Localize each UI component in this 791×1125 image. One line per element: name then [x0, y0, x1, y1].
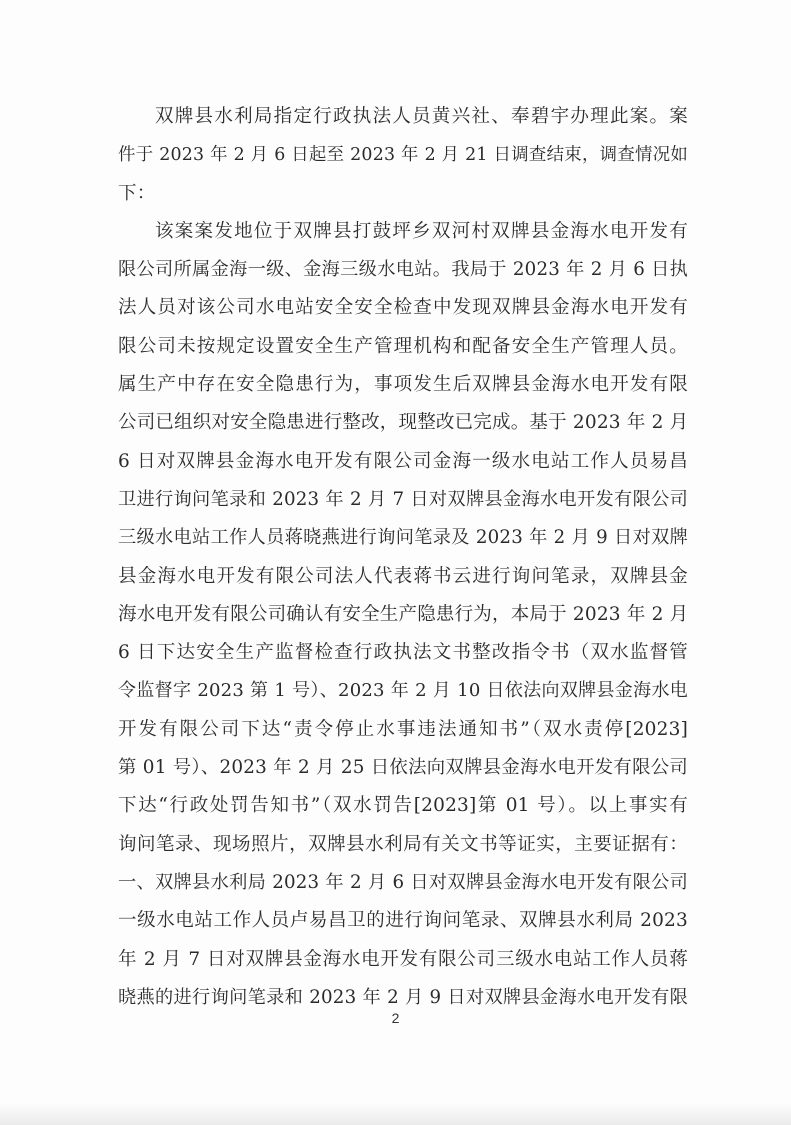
scan-edge-shadow: [0, 1103, 791, 1125]
document-body: [118, 98, 688, 1017]
text-line: 属生产中存在安全隐患行为，事项发生后双牌县金海水电开发有限: [118, 374, 688, 396]
text-line: 下达“行政处罚告知书”（双水罚告[2023]第 01 号）。以上事实有: [118, 795, 688, 817]
text-line: 三级水电站工作人员蒋晓燕进行询问笔录及 2023 年 2 月 9 日对双牌: [118, 527, 688, 549]
text-line: 开发有限公司下达“责令停止水事违法通知书”（双水责停[2023]: [118, 718, 688, 740]
text-line: 年 2 月 7 日对双牌县金海水电开发有限公司三级水电站工作人员蒋: [118, 948, 688, 970]
text-line: 晓燕的进行询问笔录和 2023 年 2 月 9 日对双牌县金海水电开发有限: [118, 986, 688, 1008]
text-line: 件于 2023 年 2 月 6 日起至 2023 年 2 月 21 日调查结束，调查情况如: [118, 145, 688, 166]
text-line: 县金海水电开发有限公司法人代表蒋书云进行询问笔录，双牌县金: [118, 565, 688, 587]
text-line: 一、双牌县水利局 2023 年 2 月 6 日对双牌县金海水电开发有限公司: [118, 871, 688, 893]
text-line: 卫进行询问笔录和 2023 年 2 月 7 日对双牌县金海水电开发有限公司: [118, 488, 688, 510]
text-line: 一级水电站工作人员卢易昌卫的进行询问笔录、双牌县水利局 2023: [118, 910, 688, 932]
text-line: 海水电开发有限公司确认有安全生产隐患行为，本局于 2023 年 2 月: [118, 603, 689, 625]
text-line: 法人员对该公司水电站安全安全检查中发现双牌县金海水电开发有: [118, 297, 688, 319]
text-line: 令监督字 2023 第 1 号）、2023 年 2 月 10 日依法向双牌县金海水电: [118, 680, 688, 702]
text-line: 第 01 号）、2023 年 2 月 25 日依法向双牌县金海水电开发有限公司: [118, 757, 688, 779]
text-line: 询问笔录、现场照片，双牌县水利局有关文书等证实，主要证据有：: [118, 833, 688, 855]
text-line: 下：: [118, 182, 156, 204]
page-number: 2: [391, 1010, 400, 1026]
text-line: 该案案发地位于双牌县打鼓坪乡双河村双牌县金海水电开发有: [155, 220, 688, 242]
text-line: 限公司所属金海一级、金海三级水电站。我局于 2023 年 2 月 6 日执: [118, 259, 688, 281]
text-line: 公司已组织对安全隐患进行整改，现整改已完成。基于 2023 年 2 月: [118, 412, 689, 434]
text-line: 6 日对双牌县金海水电开发有限公司金海一级水电站工作人员易昌: [118, 450, 688, 472]
text-line: 限公司未按规定设置安全生产管理机构和配备安全生产管理人员。: [118, 335, 688, 357]
text-line: 双牌县水利局指定行政执法人员黄兴社、奉碧宇办理此案。案: [155, 106, 688, 127]
text-line: 6 日下达安全生产监督检查行政执法文书整改指令书（双水监督管: [118, 642, 688, 664]
